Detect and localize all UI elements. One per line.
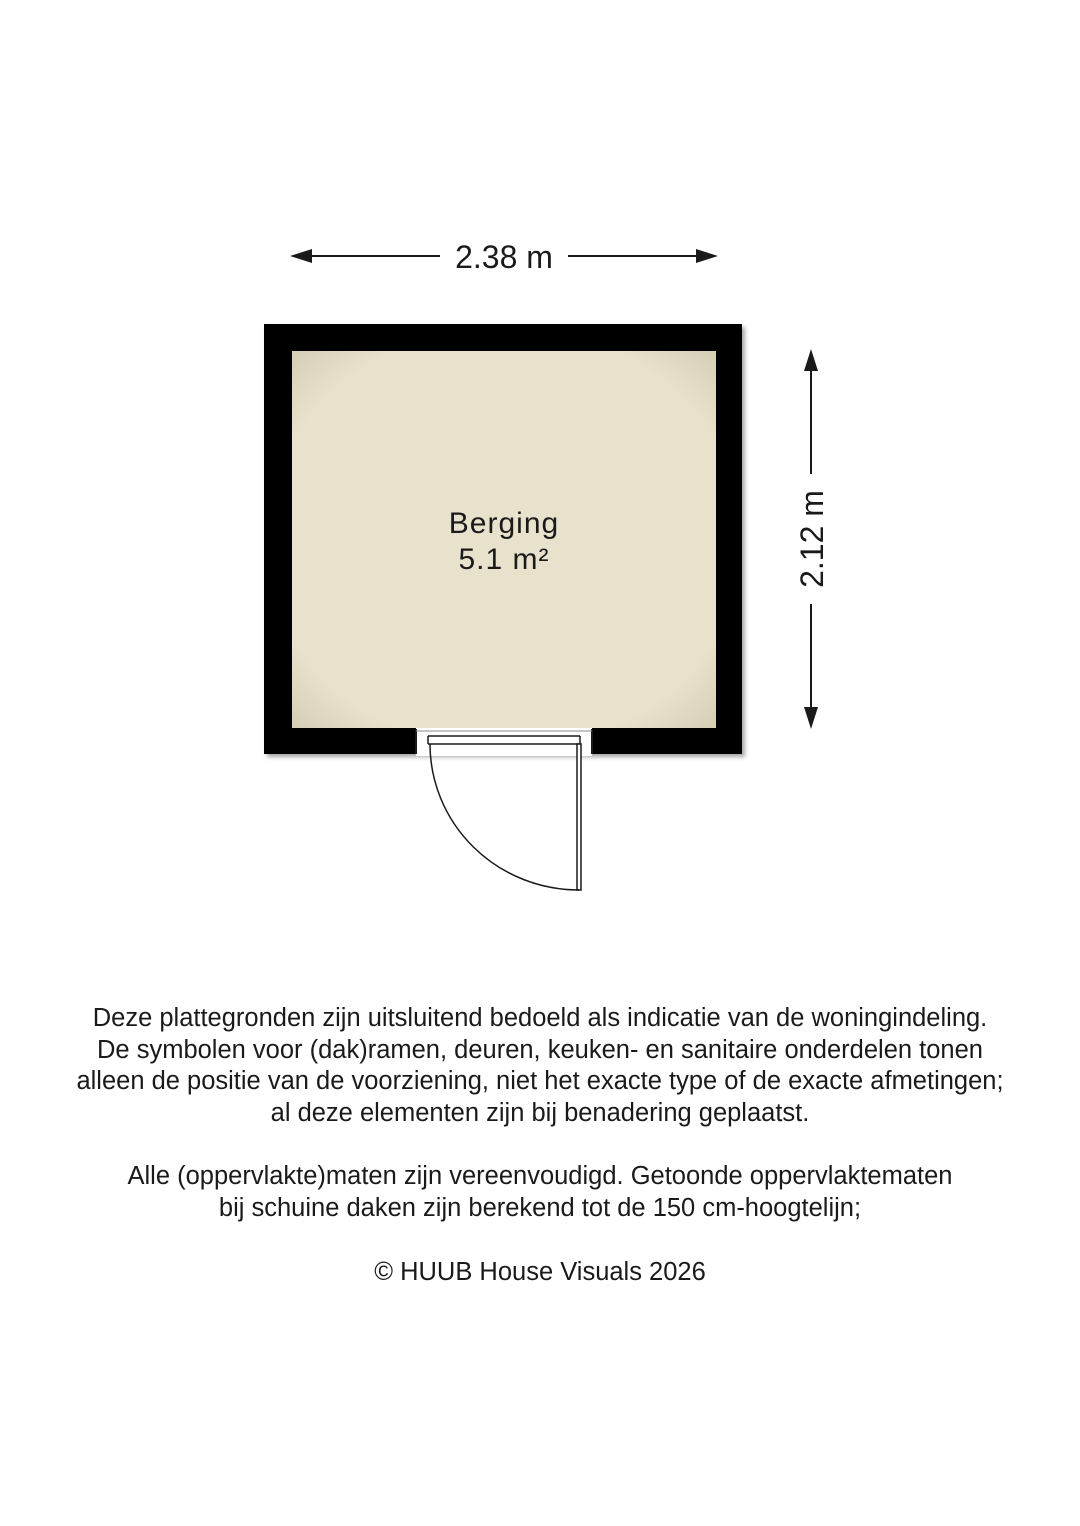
width-dimension — [290, 239, 718, 275]
measurement-note-line: Alle (oppervlakte)maten zijn vereenvoudigd. Getoonde oppervlaktematen — [127, 1162, 953, 1190]
arrow-left-icon — [290, 249, 312, 263]
room-area: 5.1 m² — [458, 543, 550, 576]
door-swing-icon — [430, 744, 581, 890]
arrow-down-icon — [804, 707, 818, 729]
disclaimer-paragraph — [0, 1003, 1080, 1129]
room-name: Berging — [448, 507, 560, 540]
arrow-right-icon — [696, 249, 718, 263]
disclaimer-line: alleen de positie van de voorziening, niet het exacte type of de exacte afmetingen; — [76, 1067, 1004, 1095]
measurement-note — [0, 1161, 1080, 1224]
arrow-up-icon — [804, 349, 818, 371]
door-opening — [416, 728, 592, 756]
room-berging — [264, 324, 745, 890]
measurement-note-line: bij schuine daken zijn berekend tot de 150 cm-hoogtelijn; — [218, 1193, 862, 1222]
disclaimer-line: Deze plattegronden zijn uitsluitend bedoeld als indicatie van de woningindeling. — [92, 1004, 988, 1032]
copyright-notice — [0, 1257, 1080, 1289]
height-dimension — [794, 349, 830, 729]
copyright-text: © HUUB House Visuals 2026 — [374, 1258, 706, 1286]
width-dimension-label: 2.38 m — [455, 239, 553, 275]
disclaimer-line: De symbolen voor (dak)ramen, deuren, keuken- en sanitaire onderdelen tonen — [97, 1035, 983, 1064]
height-dimension-label: 2.12 m — [794, 490, 830, 588]
disclaimer-line: al deze elementen zijn bij benadering geplaatst. — [270, 1098, 810, 1127]
